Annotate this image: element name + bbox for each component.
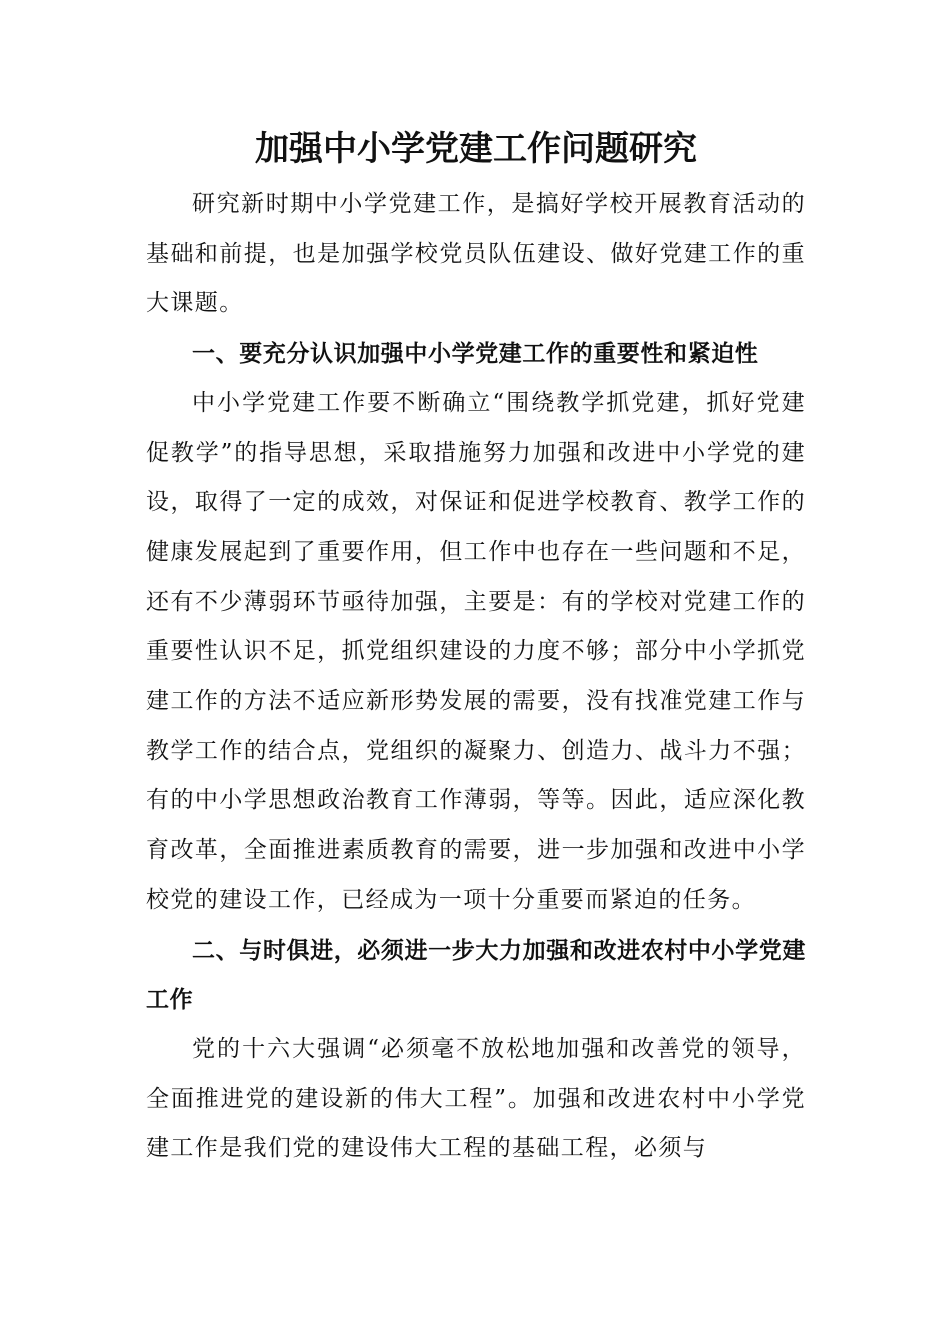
section-1-heading: 一、要充分认识加强中小学党建工作的重要性和紧迫性 xyxy=(192,340,759,368)
intro-paragraph: 研究新时期中小学党建工作，是搞好学校开展教育活动的基础和前提，也是加强学校党员队伍建设、做好党建工作的重大课题。 xyxy=(146,191,806,317)
section-2-body: 党的十六大强调“必须毫不放松地加强和改善党的领导，全面推进党的建设新的伟大工程”。加强和改进农村中小学党建工作是我们党的建设伟大工程的基础工程，必须与 xyxy=(146,1035,806,1162)
section-2-heading: 二、与时俱进，必须进一步大力加强和改进农村中小学党建工作 xyxy=(146,936,806,1014)
document-page xyxy=(146,118,806,1174)
document-title: 加强中小学党建工作问题研究 xyxy=(255,129,697,169)
section-1-body: 中小学党建工作要不断确立“围绕教学抓党建，抓好党建促教学”的指导思想，采取措施努力加强和改进中小学党的建设，取得了一定的成效，对保证和促进学校教育、教学工作的健康发展起到了重要作用，但工作中也存在一些问题和不足，还有不少薄弱环节亟待加强，主要是：有的学校对党建工作的重要性认识不足，抓党组织建设的力度不够；部分中小学抓党建工作的方法不适应新形势发展的需要，没有找准党建工作与教学工作的结合点，党组织的凝聚力、创造力、战斗力不强；有的中小学思想政治教育工作薄弱，等等。因此，适应深化教育改革，全面推进素质教育的需要，进一步加强和改进中小学校党的建设工作，已经成为一项十分重要而紧迫的任务。 xyxy=(146,389,806,913)
